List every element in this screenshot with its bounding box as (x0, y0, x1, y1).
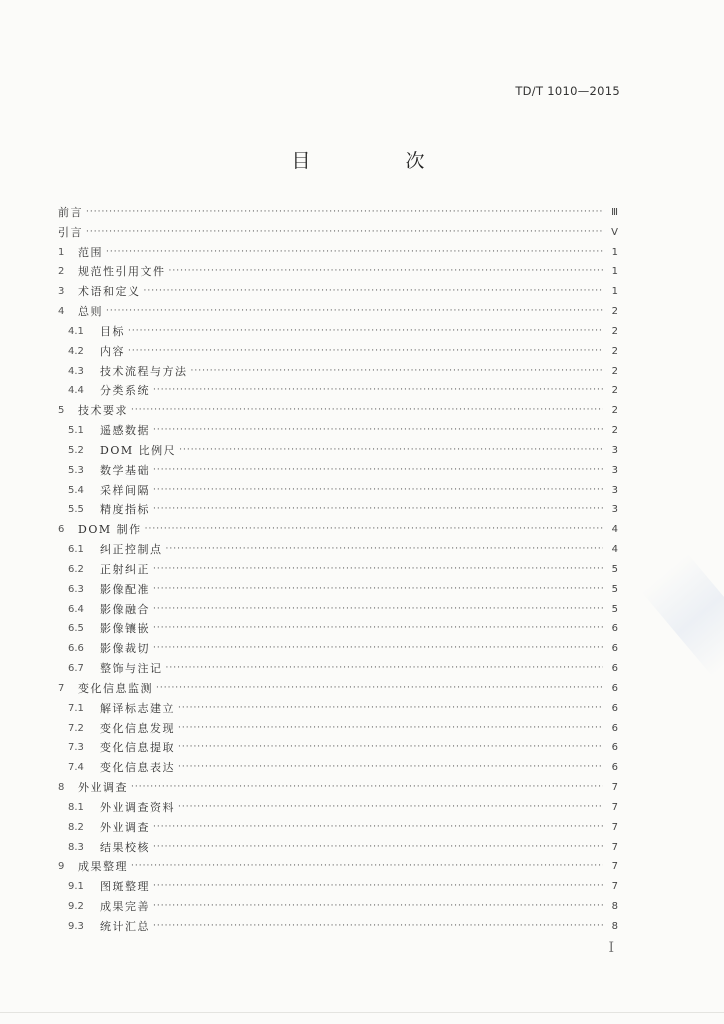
toc-leader-dots (153, 818, 603, 838)
toc-entry-page: 2 (611, 306, 618, 318)
toc-leader-dots (178, 798, 603, 818)
toc-entry-page: 8 (611, 900, 618, 912)
toc-entry-label: 外业调查 (78, 781, 128, 795)
toc-entry-label: 统计汇总 (100, 919, 150, 933)
toc-leader-dots (153, 897, 603, 917)
toc-entry-number: 8.2 (68, 821, 84, 833)
toc-entry[interactable] (58, 481, 618, 501)
toc-entry-label: 技术要求 (78, 404, 128, 418)
toc-entry-label: 图斑整理 (100, 880, 150, 894)
toc-entry-number: 5.1 (68, 425, 84, 437)
toc-entry-number: 7.1 (68, 702, 84, 714)
toc-entry-label: 遥感数据 (100, 424, 150, 438)
toc-entry-page: 8 (611, 920, 618, 932)
toc-entry-page: 2 (611, 385, 618, 397)
toc-entry-page: 3 (611, 464, 618, 476)
toc-entry-label: 分类系统 (100, 384, 150, 398)
toc-entry-page: 7 (611, 861, 618, 873)
toc-entry[interactable] (58, 679, 618, 699)
toc-entry-label: 正射纠正 (100, 562, 150, 576)
toc-entry-label: 引言 (58, 225, 83, 239)
toc-entry-page: 2 (611, 325, 618, 337)
toc-entry-page: 6 (611, 643, 618, 655)
toc-entry[interactable] (58, 639, 618, 659)
toc-entry-number: 6 (58, 524, 65, 536)
toc-entry-page: 6 (611, 762, 618, 774)
toc-entry-page: 1 (611, 266, 618, 278)
toc-entry-number: 1 (58, 246, 65, 258)
toc-entry-page: 5 (611, 563, 618, 575)
toc-entry[interactable] (58, 778, 618, 798)
toc-leader-dots (153, 639, 603, 659)
toc-entry[interactable] (58, 838, 618, 858)
toc-entry-number: 6.1 (68, 544, 84, 556)
toc-leader-dots (153, 838, 603, 858)
toc-leader-dots (153, 580, 603, 600)
toc-entry-number: 2 (58, 266, 65, 278)
standard-code: TD/T 1010—2015 (515, 84, 620, 98)
toc-entry-number: 6.4 (68, 603, 84, 615)
toc-entry[interactable] (58, 758, 618, 778)
toc-entry-number: 5.3 (68, 464, 84, 476)
toc-entry[interactable] (58, 877, 618, 897)
toc-entry-number: 6.2 (68, 563, 84, 575)
toc-entry-number: 8.3 (68, 841, 84, 853)
page-number: Ⅰ (608, 940, 614, 956)
toc-entry-label: 变化信息监测 (78, 681, 153, 695)
toc-entry-page: 3 (611, 484, 618, 496)
toc-entry-label: 变化信息提取 (100, 741, 175, 755)
toc-entry-label: 成果完善 (100, 899, 150, 913)
toc-entry-number: 5.5 (68, 504, 84, 516)
watermark (642, 554, 724, 677)
toc-entry[interactable] (58, 421, 618, 441)
toc-entry[interactable] (58, 818, 618, 838)
toc-entry-page: 6 (611, 623, 618, 635)
toc-entry-page: 2 (611, 345, 618, 357)
toc-entry-number: 7 (58, 682, 65, 694)
toc-entry[interactable] (58, 897, 618, 917)
scan-edge (0, 1012, 724, 1013)
toc-entry-page: 2 (611, 425, 618, 437)
table-of-contents (58, 203, 618, 937)
toc-entry[interactable] (58, 857, 618, 877)
toc-entry-label: 范围 (78, 245, 103, 259)
toc-leader-dots (191, 362, 604, 382)
toc-leader-dots (153, 877, 603, 897)
toc-entry-page: 3 (611, 504, 618, 516)
toc-entry-label: 数学基础 (100, 463, 150, 477)
toc-entry-number: 5.2 (68, 444, 84, 456)
toc-entry-page: 7 (611, 881, 618, 893)
toc-entry-page: 6 (611, 702, 618, 714)
toc-entry-page: 5 (611, 583, 618, 595)
toc-leader-dots (131, 401, 603, 421)
toc-leader-dots (86, 203, 603, 223)
toc-entry-label: 内容 (100, 344, 125, 358)
toc-leader-dots (153, 560, 603, 580)
toc-leader-dots (153, 600, 603, 620)
toc-entry-page: 4 (611, 544, 618, 556)
toc-leader-dots (166, 540, 604, 560)
toc-entry-label: DOM 制作 (78, 523, 142, 537)
toc-entry-label: 精度指标 (100, 503, 150, 517)
toc-entry-number: 4.4 (68, 385, 84, 397)
toc-entry[interactable] (58, 600, 618, 620)
toc-entry-label: 目标 (100, 324, 125, 338)
toc-entry[interactable] (58, 401, 618, 421)
toc-leader-dots (128, 322, 603, 342)
toc-entry-number: 9.1 (68, 881, 84, 893)
toc-entry-number: 5 (58, 405, 65, 417)
toc-entry-number: 9 (58, 861, 65, 873)
toc-entry-label: 外业调查 (100, 820, 150, 834)
toc-entry-page: 6 (611, 663, 618, 675)
toc-entry-label: 结果校核 (100, 840, 150, 854)
toc-entry[interactable] (58, 441, 618, 461)
toc-entry-page: 1 (611, 246, 618, 258)
toc-entry[interactable] (58, 262, 618, 282)
toc-entry[interactable] (58, 381, 618, 401)
toc-entry-label: 采样间隔 (100, 483, 150, 497)
toc-entry-page: 7 (611, 841, 618, 853)
toc-leader-dots (178, 758, 603, 778)
toc-entry[interactable] (58, 560, 618, 580)
toc-entry-number: 7.3 (68, 742, 84, 754)
toc-leader-dots (153, 481, 603, 501)
toc-entry[interactable] (58, 342, 618, 362)
toc-entry[interactable] (58, 461, 618, 481)
toc-leader-dots (145, 520, 603, 540)
toc-leader-dots (166, 659, 604, 679)
toc-entry-number: 6.7 (68, 663, 84, 675)
toc-entry[interactable] (58, 540, 618, 560)
toc-leader-dots (169, 262, 604, 282)
toc-leader-dots (128, 342, 603, 362)
toc-leader-dots (106, 302, 603, 322)
toc-entry-number: 4.1 (68, 325, 84, 337)
toc-entry-page: 5 (611, 603, 618, 615)
toc-entry-page: 6 (611, 722, 618, 734)
toc-entry-number: 4 (58, 306, 65, 318)
toc-entry-label: 解译标志建立 (100, 701, 175, 715)
toc-entry-page: 3 (611, 444, 618, 456)
toc-entry-label: 变化信息表达 (100, 761, 175, 775)
toc-leader-dots (144, 282, 604, 302)
toc-leader-dots (106, 243, 603, 263)
toc-entry-number: 5.4 (68, 484, 84, 496)
toc-entry[interactable] (58, 243, 618, 263)
toc-entry-page: 7 (611, 801, 618, 813)
toc-entry-page: 4 (611, 524, 618, 536)
toc-leader-dots (178, 738, 603, 758)
toc-entry-page: 7 (611, 821, 618, 833)
toc-leader-dots (153, 619, 603, 639)
toc-entry-label: DOM 比例尺 (100, 443, 177, 457)
toc-entry[interactable] (58, 580, 618, 600)
toc-entry[interactable] (58, 302, 618, 322)
toc-entry-number: 4.3 (68, 365, 84, 377)
toc-entry-number: 6.3 (68, 583, 84, 595)
toc-entry[interactable] (58, 798, 618, 818)
toc-leader-dots (153, 500, 603, 520)
toc-entry-label: 整饰与注记 (100, 662, 163, 676)
toc-entry-number: 8 (58, 782, 65, 794)
toc-leader-dots (178, 699, 603, 719)
toc-entry-page: Ⅲ (611, 207, 618, 218)
toc-entry-label: 总则 (78, 305, 103, 319)
toc-leader-dots (131, 778, 603, 798)
toc-entry-label: 影像融合 (100, 602, 150, 616)
toc-entry[interactable] (58, 619, 618, 639)
toc-entry-label: 影像配准 (100, 582, 150, 596)
toc-entry-number: 9.2 (68, 900, 84, 912)
toc-entry-label: 影像裁切 (100, 642, 150, 656)
toc-entry[interactable] (58, 699, 618, 719)
toc-leader-dots (156, 679, 603, 699)
toc-entry-label: 规范性引用文件 (78, 265, 166, 279)
toc-leader-dots (153, 421, 603, 441)
page-title: 目 次 (291, 150, 463, 172)
toc-entry-page: 7 (611, 782, 618, 794)
toc-entry-page: 2 (611, 365, 618, 377)
toc-entry-page: 1 (611, 286, 618, 298)
toc-leader-dots (179, 441, 603, 461)
toc-leader-dots (131, 857, 603, 877)
toc-entry-label: 前言 (58, 206, 83, 219)
toc-entry-page: 6 (611, 682, 618, 694)
toc-entry-label: 外业调查资料 (100, 800, 175, 814)
toc-entry[interactable] (58, 917, 618, 937)
toc-entry-number: 6.6 (68, 643, 84, 655)
toc-entry-number: 7.2 (68, 722, 84, 734)
toc-leader-dots (86, 223, 603, 243)
toc-entry-number: 8.1 (68, 801, 84, 813)
toc-entry-number: 4.2 (68, 345, 84, 357)
toc-entry-number: 3 (58, 286, 65, 298)
toc-entry[interactable] (58, 500, 618, 520)
toc-entry-label: 术语和定义 (78, 285, 141, 299)
toc-entry-page: Ⅴ (611, 226, 618, 238)
toc-entry-label: 变化信息发现 (100, 721, 175, 735)
toc-entry-number: 6.5 (68, 623, 84, 635)
toc-entry[interactable] (58, 322, 618, 342)
toc-entry[interactable] (58, 520, 618, 540)
toc-entry-label: 技术流程与方法 (100, 364, 188, 378)
toc-entry[interactable] (58, 738, 618, 758)
toc-entry[interactable] (58, 282, 618, 302)
toc-entry[interactable] (58, 362, 618, 382)
toc-leader-dots (178, 719, 603, 739)
toc-entry-label: 纠正控制点 (100, 543, 163, 557)
toc-entry[interactable] (58, 659, 618, 679)
toc-leader-dots (153, 461, 603, 481)
toc-entry-label: 影像镶嵌 (100, 622, 150, 636)
toc-leader-dots (153, 917, 603, 937)
toc-entry-label: 成果整理 (78, 860, 128, 874)
toc-entry-number: 9.3 (68, 920, 84, 932)
toc-entry-page: 6 (611, 742, 618, 754)
toc-leader-dots (153, 381, 603, 401)
toc-entry-number: 7.4 (68, 762, 84, 774)
toc-entry[interactable] (58, 719, 618, 739)
toc-entry[interactable] (58, 203, 618, 223)
toc-entry[interactable] (58, 223, 618, 243)
toc-entry-page: 2 (611, 405, 618, 417)
